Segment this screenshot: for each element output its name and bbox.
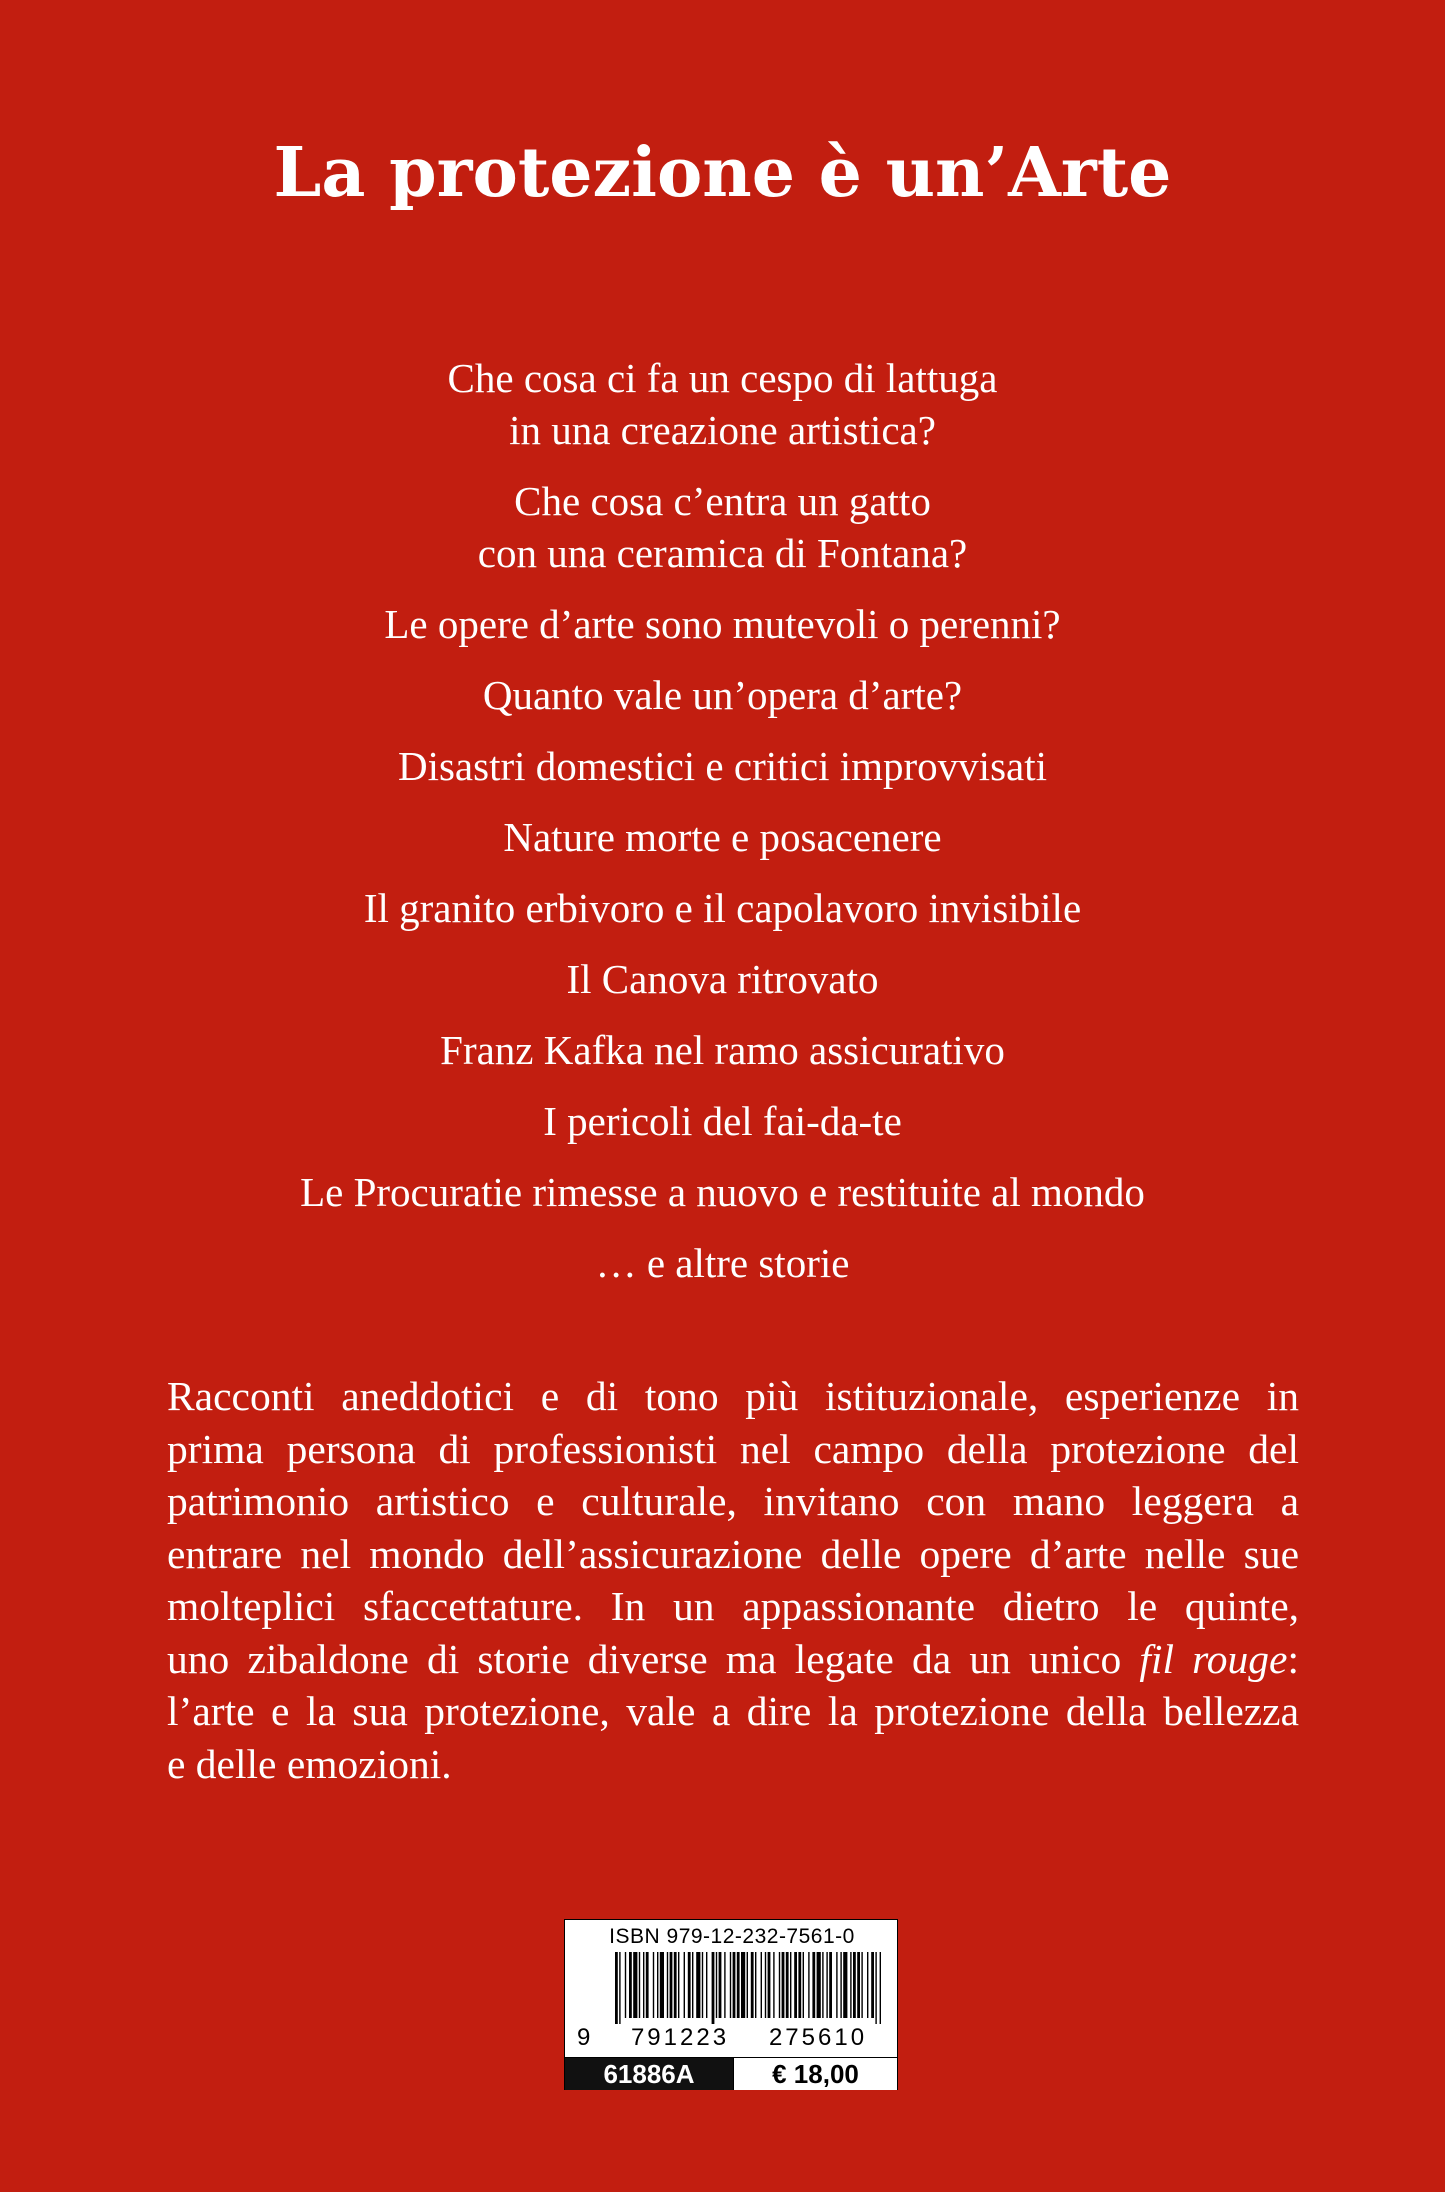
- blurb-line: e delle emozioni.: [167, 1740, 452, 1787]
- barcode-bar: [853, 1952, 856, 2018]
- question-item: [120, 669, 1325, 721]
- questions-list: [120, 352, 1325, 1308]
- barcode-bar: [625, 1952, 626, 2018]
- barcode-bar: [829, 1952, 832, 2018]
- blurb-line: entrare nel mondo dell’assicurazione delle opere d’arte nelle sue: [167, 1530, 1299, 1577]
- question-line: Che cosa ci fa un cespo di lattuga: [447, 355, 998, 401]
- barcode-bar: [850, 1952, 851, 2018]
- blurb-text: uno zibaldone di storie diverse ma legate da un unico: [167, 1635, 1140, 1682]
- barcode-bar: [786, 1952, 789, 2018]
- barcode-bar: [657, 1952, 658, 2018]
- barcode-bar: [751, 1952, 754, 2018]
- barcode-bar: [696, 1952, 700, 2018]
- barcode-bar: [688, 1952, 691, 2018]
- barcode-digit-lead: 9: [577, 2024, 591, 2051]
- barcode-bar: [857, 1952, 860, 2018]
- barcode-image: [615, 1952, 881, 2024]
- barcode-bar: [768, 1952, 771, 2018]
- question-line: I pericoli del fai-da-te: [543, 1098, 902, 1144]
- blurb-line: l’arte e la sua protezione, vale a dire la protezione della bellezza: [167, 1688, 1299, 1734]
- question-line: Le opere d’arte sono mutevoli o perenni?: [384, 601, 1061, 647]
- barcode-bar: [719, 1952, 722, 2018]
- barcode-bar: [643, 1952, 644, 2018]
- barcode-bar: [678, 1952, 679, 2018]
- barcode-bar: [629, 1952, 632, 2018]
- barcode-bar: [639, 1952, 640, 2018]
- question-item: [120, 475, 1325, 579]
- barcode-bar: [633, 1952, 637, 2018]
- blurb-line-mixed: [167, 1633, 1299, 1686]
- barcode-bar: [826, 1952, 827, 2018]
- barcode-bar: [773, 1952, 774, 2018]
- barcode-bar: [875, 1952, 876, 2024]
- barcode-bar: [803, 1952, 804, 2018]
- barcode-bar: [761, 1952, 762, 2018]
- barcode-bar: [724, 1952, 725, 2018]
- isbn-barcode-block: [564, 1919, 898, 2090]
- barcode-bar: [692, 1952, 693, 2018]
- book-title: La protezione è un’Arte: [273, 133, 1172, 213]
- question-item: [120, 598, 1325, 650]
- barcode-bar: [836, 1952, 837, 2018]
- barcode-bar: [822, 1952, 823, 2018]
- barcode-bar: [808, 1952, 809, 2018]
- barcode-bar: [779, 1952, 780, 2018]
- question-line: con una ceramica di Fontana?: [477, 530, 968, 576]
- barcode-bar: [840, 1952, 841, 2018]
- question-line: Nature morte e posacenere: [503, 814, 942, 860]
- barcode-bar: [817, 1952, 821, 2018]
- barcode-bar: [765, 1952, 766, 2018]
- question-item: [120, 1166, 1325, 1218]
- question-line: Franz Kafka nel ramo assicurativo: [440, 1027, 1005, 1073]
- question-item: [120, 740, 1325, 792]
- question-item: [120, 1237, 1325, 1289]
- barcode-bar: [880, 1952, 881, 2024]
- price-row: [565, 2057, 897, 2090]
- blurb-line: patrimonio artistico e culturale, invitano con mano leggera a: [167, 1478, 1299, 1524]
- barcode-bar: [674, 1952, 677, 2018]
- barcode-bar: [646, 1952, 649, 2018]
- product-code: 61886A: [565, 2058, 733, 2090]
- blurb-paragraph: [167, 1370, 1299, 1790]
- blurb-punctuation: :: [1287, 1635, 1299, 1682]
- barcode-bar: [790, 1952, 791, 2018]
- question-line: Quanto vale un’opera d’arte?: [482, 672, 963, 718]
- barcode-bar: [794, 1952, 797, 2018]
- question-line: Il Canova ritrovato: [566, 956, 879, 1002]
- barcode-bar: [782, 1952, 785, 2018]
- barcode-bar: [737, 1952, 740, 2018]
- question-item: [120, 352, 1325, 456]
- barcode-digits: [577, 2024, 887, 2052]
- blurb-line: molteplici sfaccettature. In un appassionante dietro le quinte,: [167, 1583, 1299, 1629]
- barcode-bar: [730, 1952, 731, 2018]
- barcode-bar: [712, 1952, 715, 2024]
- barcode-bar: [871, 1952, 874, 2018]
- barcode-bar: [812, 1952, 815, 2018]
- question-line: Che cosa c’entra un gatto: [514, 478, 931, 524]
- question-line: Disastri domestici e critici improvvisati: [397, 743, 1048, 789]
- barcode-bar: [706, 1952, 707, 2018]
- barcode-bar: [747, 1952, 748, 2018]
- barcode-bar: [861, 1952, 862, 2018]
- question-line: Le Procuratie rimesse a nuovo e restituite al mondo: [300, 1169, 1145, 1215]
- barcode-bar: [684, 1952, 685, 2018]
- barcode-bar: [615, 1952, 618, 2024]
- blurb-line: prima persona di professionisti nel campo della protezione del: [167, 1425, 1299, 1472]
- question-line: in una creazione artistica?: [509, 407, 936, 453]
- question-line: … e altre storie: [595, 1240, 850, 1286]
- barcode-bar: [798, 1952, 801, 2018]
- barcode-bar: [660, 1952, 664, 2018]
- price-label: € 18,00: [733, 2058, 897, 2090]
- barcode-bar: [619, 1952, 620, 2024]
- question-item: [120, 953, 1325, 1005]
- barcode-bar: [670, 1952, 673, 2018]
- barcode-digit-group: 791223: [630, 2024, 730, 2051]
- barcode-bar: [741, 1952, 745, 2018]
- blurb-line: Racconti aneddotici e di tono più istituzionale, esperienze in: [167, 1373, 1299, 1419]
- question-item: [120, 811, 1325, 863]
- barcode-bar: [653, 1952, 654, 2018]
- blurb-italic-phrase: fil rouge: [1139, 1635, 1288, 1682]
- barcode-bar: [843, 1952, 847, 2018]
- barcode-bar: [667, 1952, 668, 2018]
- isbn-label: ISBN 979-12-232-7561-0: [609, 1925, 855, 1948]
- barcode-bar: [702, 1952, 703, 2018]
- barcode-bar: [733, 1952, 736, 2018]
- barcode-bar: [755, 1952, 756, 2018]
- barcode-bar: [716, 1952, 717, 2018]
- barcode-digit-group: 275610: [768, 2024, 868, 2051]
- question-item: [120, 882, 1325, 934]
- question-item: [120, 1095, 1325, 1147]
- question-item: [120, 1024, 1325, 1076]
- question-line: Il granito erbivoro e il capolavoro invisibile: [363, 885, 1082, 931]
- barcode-bar: [867, 1952, 868, 2018]
